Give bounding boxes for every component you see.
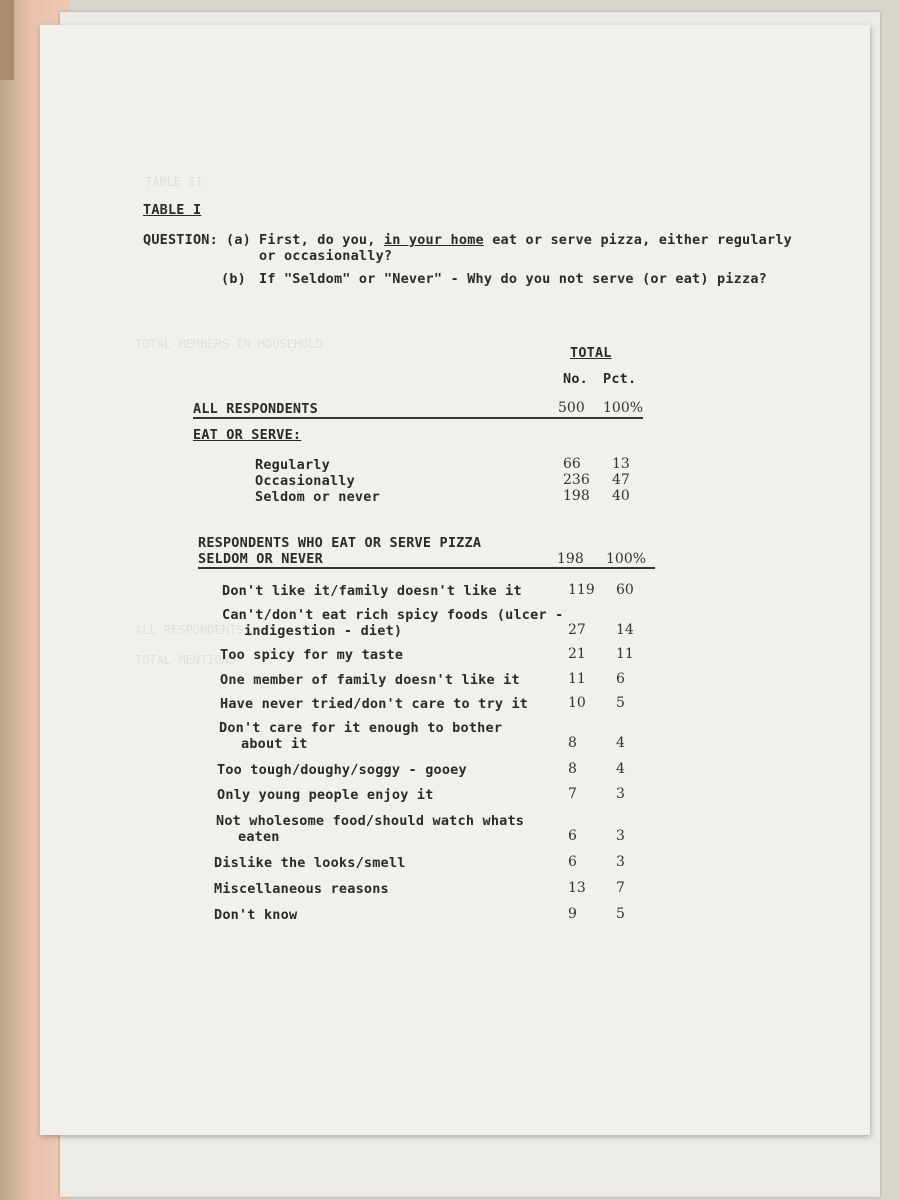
reason-no: 13 [568, 880, 586, 896]
reason-no: 7 [568, 786, 577, 802]
reason-pct: 60 [616, 582, 634, 598]
section-rule [198, 567, 655, 569]
reason-pct: 5 [616, 695, 625, 711]
eat-or-serve-row-no: 66 [563, 456, 581, 472]
reason-pct: 4 [616, 761, 625, 777]
reason-pct: 3 [616, 854, 625, 870]
reason-no: 10 [568, 695, 586, 711]
background-folder-edge [0, 0, 14, 80]
reason-label: Don't like it/family doesn't like it [222, 583, 522, 599]
reason-label: Miscellaneous reasons [214, 881, 389, 897]
reason-no: 6 [568, 854, 577, 870]
question-a-text [259, 232, 792, 248]
seldom-group-no: 198 [557, 551, 584, 567]
eat-or-serve-row-no: 198 [563, 488, 590, 504]
eat-or-serve-row-label: Occasionally [255, 473, 355, 489]
reason-label: One member of family doesn't like it [220, 672, 520, 688]
reason-pct: 4 [616, 735, 625, 751]
reason-no: 11 [568, 671, 586, 687]
question-a-emphasis: in your home [383, 232, 484, 248]
reason-label: Only young people enjoy it [217, 787, 434, 803]
reason-label: Can't/don't eat rich spicy foods (ulcer - [222, 607, 564, 623]
reason-pct: 5 [616, 906, 625, 922]
eat-or-serve-row-pct: 40 [612, 488, 630, 504]
reason-no: 21 [568, 646, 586, 662]
eat-or-serve-row-pct: 13 [612, 456, 630, 472]
reason-label-continued: indigestion - diet) [244, 623, 403, 639]
reason-label: Too spicy for my taste [220, 647, 404, 663]
reason-no: 119 [568, 582, 595, 598]
eat-or-serve-row-label: Seldom or never [255, 489, 380, 505]
reason-no: 8 [568, 761, 577, 777]
reason-pct: 6 [616, 671, 625, 687]
reason-pct: 3 [616, 828, 625, 844]
all-respondents-label: ALL RESPONDENTS [193, 401, 318, 417]
reason-label: Too tough/doughy/soggy - gooey [217, 762, 467, 778]
seldom-group-label-1: RESPONDENTS WHO EAT OR SERVE PIZZA [198, 535, 482, 551]
question-a-line2: or occasionally? [259, 248, 393, 264]
reason-label: Don't care for it enough to bother [219, 720, 503, 736]
section-rule [193, 417, 643, 419]
reason-label: Not wholesome food/should watch whats [216, 813, 525, 829]
bleed-through: TABLE II [145, 175, 203, 189]
eat-or-serve-row-no: 236 [563, 472, 590, 488]
reason-label-continued: eaten [238, 829, 280, 845]
question-b-text: If "Seldom" or "Never" - Why do you not serve (or eat) pizza? [259, 271, 767, 287]
seldom-group-label-2: SELDOM OR NEVER [198, 551, 323, 567]
eat-or-serve-row-pct: 47 [612, 472, 630, 488]
reason-pct: 11 [616, 646, 634, 662]
reason-no: 27 [568, 622, 586, 638]
question-a-marker: (a) [226, 232, 251, 248]
question-a-post: eat or serve pizza, either regularly [492, 232, 792, 248]
reason-pct: 3 [616, 786, 625, 802]
reason-no: 9 [568, 906, 577, 922]
reason-label: Dislike the looks/smell [214, 855, 406, 871]
column-header-pct: Pct. [603, 371, 637, 387]
question-label: QUESTION: [143, 232, 218, 248]
question-a-pre: First, do you, [259, 232, 376, 248]
reason-no: 8 [568, 735, 577, 751]
reason-label: Have never tried/don't care to try it [220, 696, 529, 712]
eat-or-serve-row-label: Regularly [255, 457, 330, 473]
table-title: TABLE I [143, 202, 202, 218]
reason-label: Don't know [214, 907, 298, 923]
column-group-header: TOTAL [570, 345, 612, 361]
eat-or-serve-label: EAT OR SERVE: [193, 427, 302, 443]
document-page [40, 25, 870, 1135]
all-respondents-no: 500 [558, 400, 585, 416]
seldom-group-pct: 100% [606, 551, 647, 567]
reason-label-continued: about it [241, 736, 308, 752]
question-b-marker: (b) [221, 271, 246, 287]
bleed-through: TOTAL MEMBERS IN HOUSEHOLD [135, 337, 323, 351]
bleed-through: TOTAL MENTIONS [135, 653, 237, 667]
reason-no: 6 [568, 828, 577, 844]
reason-pct: 14 [616, 622, 634, 638]
bleed-through: ALL RESPONDENTS [135, 623, 244, 637]
reason-pct: 7 [616, 880, 625, 896]
column-header-no: No. [563, 371, 588, 387]
all-respondents-pct: 100% [603, 400, 644, 416]
